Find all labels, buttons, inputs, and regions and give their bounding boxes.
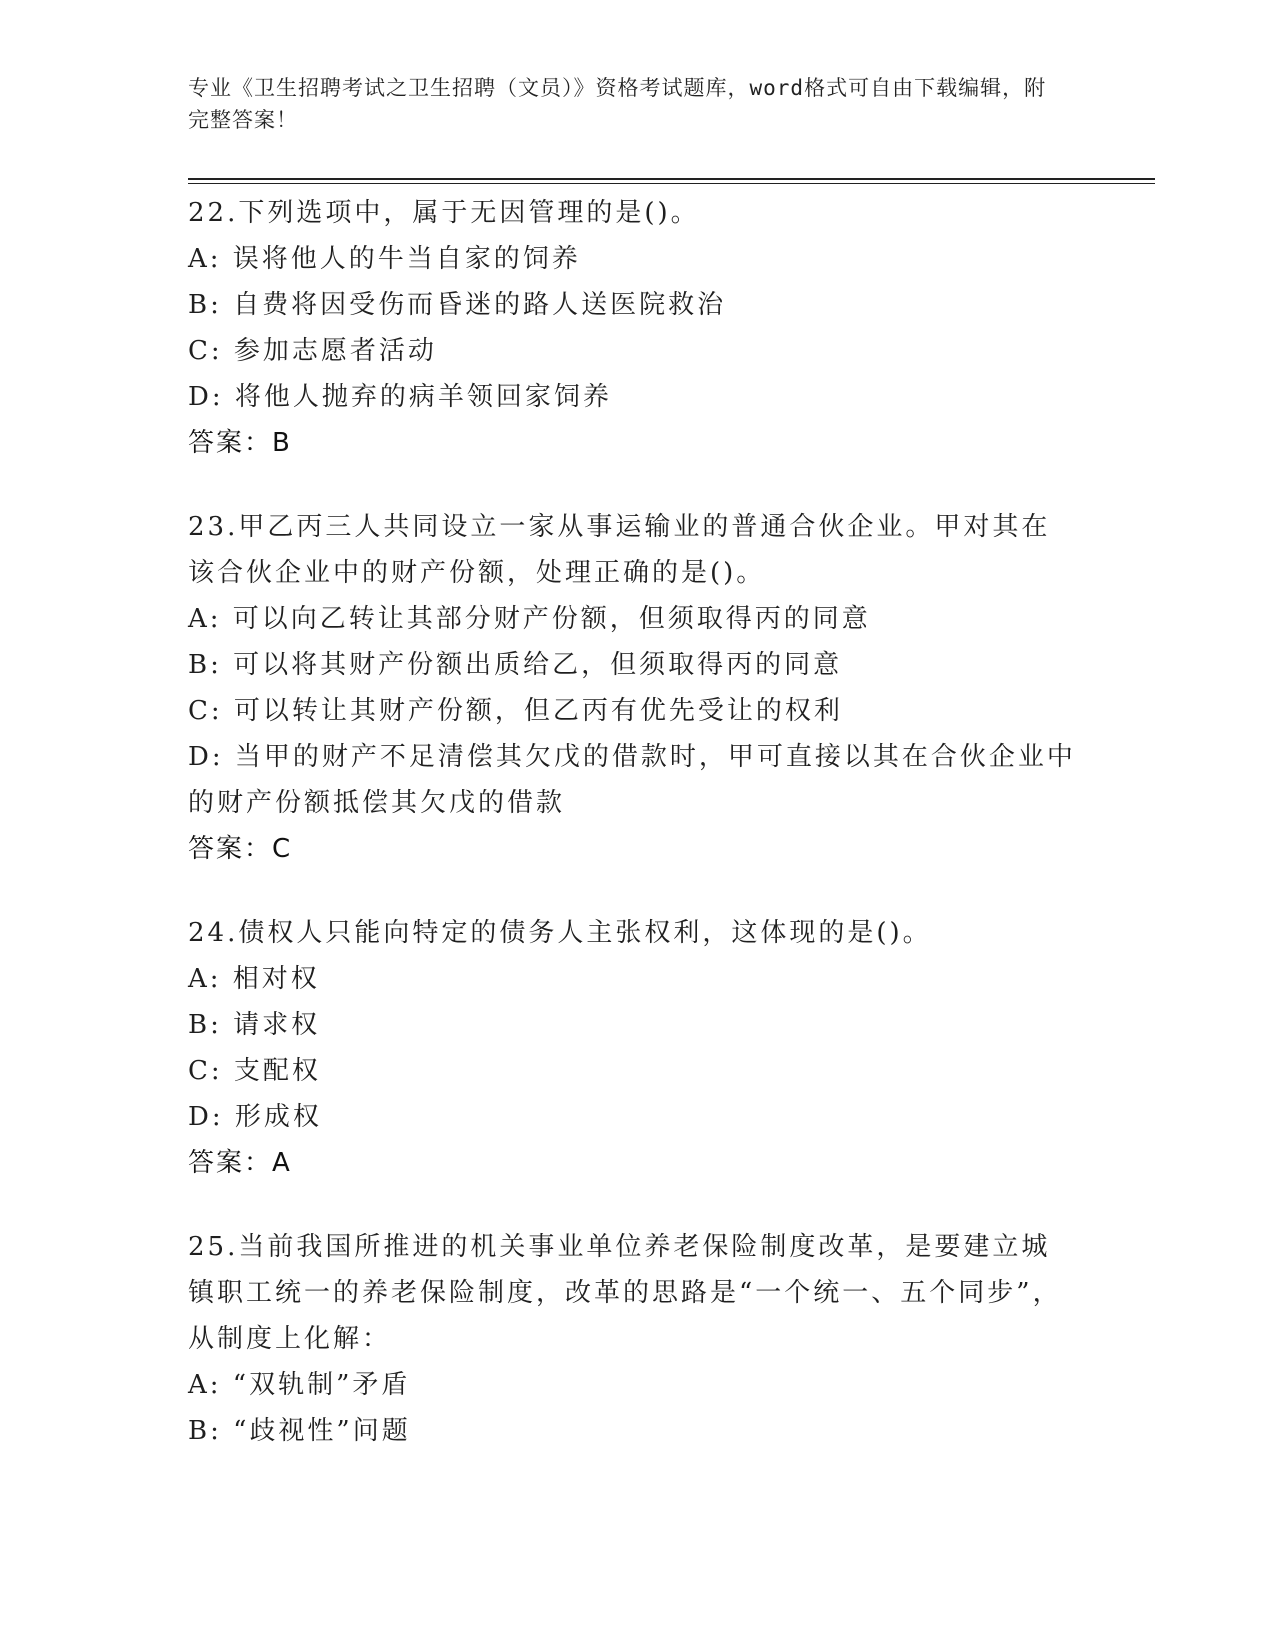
option-c: C: 可以转让其财产份额，但乙丙有优先受让的权利: [188, 696, 843, 726]
option-b: B: 自费将因受伤而昏迷的路人送医院救治: [188, 290, 727, 320]
option-c: C: 参加志愿者活动: [188, 336, 437, 366]
option-b: B: 请求权: [188, 1010, 321, 1040]
question-list: [188, 190, 1088, 1454]
option-b: B: 可以将其财产份额出质给乙，但须取得丙的同意: [188, 650, 843, 680]
question-stem: 25.当前我国所推进的机关事业单位养老保险制度改革，是要建立城镇职工统一的养老保险制度，改革的思路是“一个统一、五个同步”，从制度上化解：: [188, 1232, 1062, 1354]
question-stem: 24.债权人只能向特定的债务人主张权利，这体现的是()。: [188, 918, 932, 948]
question-22: [188, 190, 1088, 466]
answer-label: 答案：A: [188, 1148, 292, 1178]
question-25: [188, 1224, 1088, 1454]
answer-label: 答案：C: [188, 834, 293, 864]
question-stem: 23.甲乙丙三人共同设立一家从事运输业的普通合伙企业。甲对其在该合伙企业中的财产份额，处理正确的是()。: [188, 512, 1051, 588]
option-a: A: 可以向乙转让其部分财产份额，但须取得丙的同意: [188, 604, 871, 634]
document-header: 专业《卫生招聘考试之卫生招聘（文员）》资格考试题库，word格式可自由下载编辑，附完整答案！: [188, 76, 1047, 132]
option-c: C: 支配权: [188, 1056, 321, 1086]
question-24: [188, 910, 1088, 1186]
question-stem: 22.下列选项中，属于无因管理的是()。: [188, 198, 700, 228]
header-rule-thick: [188, 178, 1155, 180]
option-d: D: 形成权: [188, 1102, 322, 1132]
option-b: B: “歧视性”问题: [188, 1416, 411, 1446]
option-a: A: 误将他人的牛当自家的饲养: [188, 244, 581, 274]
option-a: A: 相对权: [188, 964, 320, 994]
header-rule-thin: [188, 183, 1155, 184]
question-23: [188, 504, 1088, 872]
answer-label: 答案：B: [188, 428, 292, 458]
option-d: D: 将他人抛弃的病羊领回家饲养: [188, 382, 612, 412]
option-a: A: “双轨制”矛盾: [188, 1370, 411, 1400]
option-d: D: 当甲的财产不足清偿其欠戊的借款时，甲可直接以其在合伙企业中的财产份额抵偿其欠戊的借款: [188, 742, 1076, 818]
